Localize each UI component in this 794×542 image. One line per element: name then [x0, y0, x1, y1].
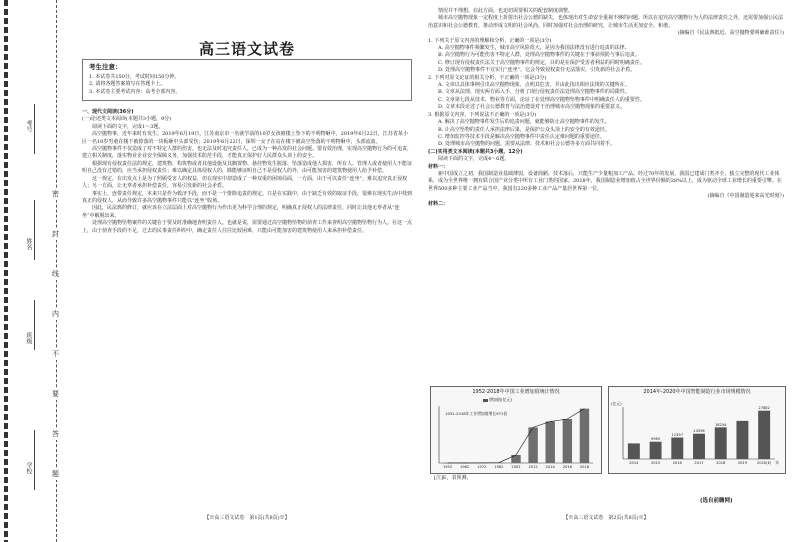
- seal-char: 内: [52, 310, 59, 318]
- notice-item: 3. 本试卷主要考试内容：高考全部内容。: [89, 88, 181, 95]
- seal-char: 封: [52, 230, 59, 238]
- article-paragraph: 情况并不理想。在此方面，也迫切需要相关的配套制度调整。: [438, 8, 574, 14]
- chart-title: 2014年-2020年中国智能制造行业市场规模情况: [643, 389, 751, 395]
- material-text: 新中国成立之初，我国制造业基础薄弱，设备简陋，技术落后，只能生产少量粗加工产品。经过70年的发展，我国已建成门类齐全、独立完整的现代工业体系，成为全世界唯一拥有联合国产业分类中所有工业门类的国家。2018年，我国制造业增加值占全世界份额的28%以上，成为驱动全球工业增长的重要引擎。在世界500多种主要工业产品当中，我国有220多种工业产品产量居世界第一位。: [428, 170, 782, 192]
- bar: [671, 438, 683, 459]
- reading-instruction: 阅读下面的文字，完成1～3题。: [92, 123, 164, 130]
- article-paragraph: 因此，民法典的修订，就应该在立法层面上对高空抛物行为作出更为科学合理的规定，明确真正侵权人的法律责任，同时让其他无辜者从“连坐”中解脱出来。: [82, 205, 400, 219]
- data-label: 18254: [714, 422, 727, 427]
- tick-label: 2012: [528, 465, 538, 469]
- bar: [546, 421, 555, 463]
- article-paragraph: 事实上，连带责任规定，本来只是作为救济手段，而不是一个排除追责的规定。只是在实践中，由于缺乏有效的取证手段，很难在现实生活中找到真正的侵权人，从而导致许多高空抛物事件只能以“连坐”收场。: [82, 190, 413, 204]
- bar: [736, 421, 748, 459]
- question-option: C. 增加监控等技术手段是解决高空抛物事件中责任认定难问题的重要途径。: [438, 133, 605, 140]
- article-paragraph: 高空抛物事件不仅造成了对不特定人群的伤害，也无法及时追究责任人，已成为一种高发的社会问题。要有效治理，实现高空抛物行为的可追责，建立相关制度，落实物业企业安全保障义务，加强技术防范手段，才能真正保护好人民群众头顶上的安全。: [82, 146, 413, 160]
- question-stem: 1. 下列关于原文内容的理解和分析，正确的一项是(3分): [428, 37, 552, 44]
- tick-label: 1952: [442, 465, 453, 469]
- chart-two-plot: [609, 397, 783, 469]
- name-label: 姓名: [25, 238, 32, 250]
- question-option: C. 文章第七段从技术、物业等方面，论证了在处理高空抛物坠物事件中明确责任人的重要性。: [438, 96, 645, 103]
- bar: [758, 411, 770, 459]
- article-source: (摘编自《民法典抵近，高空抛物要明确谁责任》): [677, 30, 784, 37]
- tick-label: 2016: [562, 465, 572, 469]
- binding-black-bar: [4, 0, 8, 542]
- question-option: A. 文章以具体事例引出高空抛物现象，点明其危害，并由此指出相应法规的关键所在。: [438, 82, 630, 89]
- bar: [693, 434, 705, 459]
- class-line: [34, 300, 35, 350]
- tick-label: 2015: [650, 461, 661, 465]
- question-option: D. 处理高空抛物事件不宜实行“连坐”，它会导致侵权责任无法落实，引发新的社会矛盾。: [438, 67, 636, 74]
- section-heading: 一、现代文阅读(36分): [82, 109, 134, 116]
- exam-title: 高三语文试卷: [198, 40, 295, 58]
- seal-char: 密: [52, 190, 59, 198]
- subsection-heading: (一)论述类文本阅读(本题共3小题，9分): [82, 116, 172, 123]
- id-line: [34, 104, 35, 154]
- material-label: 材料一：: [428, 163, 449, 170]
- legend-label: 增加值(亿元): [489, 397, 513, 402]
- subsection-heading: (二)实用类文本阅读(本题共3小题，12分): [428, 148, 523, 155]
- tick-label: 1972: [477, 465, 487, 469]
- material-source: (摘编自《中国制造迎来高光时刻》): [707, 193, 784, 200]
- id-label: 考号: [25, 120, 32, 132]
- bar: [563, 419, 572, 463]
- notice-item: 1. 本试卷共150分，考试时间150分钟。: [89, 73, 180, 80]
- bar: [628, 443, 640, 459]
- tick-label: 1982: [494, 465, 504, 469]
- bar: [580, 409, 589, 463]
- data-label: 9965: [650, 437, 661, 442]
- notice-title: 考生注意：: [89, 63, 122, 72]
- school-label: 学校: [25, 462, 32, 474]
- question-option: C. 修订现有侵权责任法关于高空抛物事件的规定，目的是在保护受害者利益的同时明确责任。: [438, 59, 645, 66]
- data-label: 14596: [693, 429, 705, 434]
- material-label: 材料二：: [428, 200, 449, 207]
- tick-label: 2020(E): [757, 461, 772, 465]
- y-axis-label: (亿元): [611, 401, 622, 406]
- chart-annotation: 1952-2018年工业增加值增长971倍: [445, 411, 508, 416]
- chart-industry-value: [430, 386, 602, 474]
- article-paragraph: 这一规定，在出发点上是为了照顾受害人的权益，但在现实中却造成了一种双重的困境局面，一方面，由于可以责任“连坐”，难以追究真正侵权人；另一方面，让无辜者承担补偿责任，容易引发新的社会矛盾。: [82, 175, 408, 190]
- question-option: B. 让高空坠物的责任人承担法律后果，是保护公众头顶上的安全的有效途径。: [438, 126, 610, 133]
- seal-char: 不: [52, 350, 59, 358]
- article-paragraph: 城市高空抛物现象一定程度上折射出社会公德的缺失，也体现出对生命安全重视不够的问题。所以在追究高空抛物行为人的法律责任之外，还需要加强公民法治意识和社会公德教育，推动形成文明的社会风尚，同时加强对社会治理的研究，让城市生活更加安全、和谐。: [428, 15, 784, 29]
- article-paragraph: 处理高空抛物坠物案件的关键在于要及时准确地查明责任人。也就是说，需要通过高空抛物坠物的侦查工作来查明高空抛物坠物行为人。在这一点上，由于侦查手段的不足，过去的民事责任纠纷中，确定责任人往往比较困难，只能由可能加害的建筑物使用人来承担补偿责任。: [82, 220, 413, 234]
- name-line: [34, 200, 35, 260]
- page-one-footer: 【※高三语文试卷 第1页(共8页)※】: [204, 515, 290, 521]
- tick-label: 2014: [545, 465, 555, 469]
- page-two: [428, 8, 784, 208]
- notice-item: 2. 请将各题答案填写在答题卡上。: [89, 81, 166, 88]
- page-one: [82, 8, 412, 235]
- class-label: 班级: [25, 332, 32, 344]
- chart-one-plot: [431, 400, 599, 472]
- seal-char: 题: [52, 470, 59, 478]
- data-label: 27882: [758, 406, 770, 411]
- question-option: D. 处理城市高空抛物的问题，需要从法律、技术和社会公德等多方面共同着手。: [438, 141, 616, 148]
- tick-label: 2016: [672, 461, 682, 465]
- bar: [650, 442, 662, 459]
- tick-label: 2018: [716, 461, 726, 465]
- question-option: A. 解决了高空抛物事件发生后的追责问题，就能够防止高空抛物事件的发生。: [438, 119, 610, 126]
- tick-label: 2014: [629, 461, 639, 465]
- school-line: [34, 430, 35, 490]
- x-axis-label: 年: [775, 460, 779, 465]
- question-option: D. 文章末段论述了社会公德教育与法治建设对于治理城市高空抛物现象的重要意义。: [438, 104, 626, 111]
- binding-margin: [0, 0, 68, 542]
- tick-label: 2018: [579, 465, 590, 469]
- tick-label: 2002: [511, 465, 521, 469]
- article-paragraph: 高空抛物事，近年来时有发生。2019年6月19日，江苏南京市一名就学前的10岁女孩被楼上坠下的不明物砸中，2019年6月22日，江苏省某小区一名10岁男童在楼下被掉落的一块板砸中头部受伤；2019年6月22日，深圳一女子在站在楼下被高空坠落的不明物砸中，头部流血。: [82, 131, 408, 145]
- question-option: B. 高空抛物行为可能伤害不特定人群，处理高空抛物事件的关键在于事前预防与事后追责。: [438, 52, 640, 59]
- question-stem: 2. 下列对原文论证的相关分析，不正确的一项是(3分): [428, 74, 547, 81]
- question-option: B. 文章从法理、现实两方面入手，分析了现行侵权责任法处理高空抛物事件的局限性。: [438, 89, 630, 96]
- chart-title: 1952-2018年中国工业增加值统计情况: [472, 389, 560, 395]
- seal-char: 答: [52, 430, 59, 438]
- question-option: A. 高空抛物事件频繁发生，城市高空风险很大，是因为我国法律没有进行追责的法律。: [438, 45, 630, 52]
- question-stem: 3. 根据原文内容，下列说法不正确的一项是(3分): [428, 111, 537, 118]
- tick-label: 2019: [737, 461, 748, 465]
- tick-label: 2017: [694, 461, 704, 465]
- tick-label: 1962: [460, 465, 470, 469]
- page-two-footer: 【※高三语文试卷 第2页(共8页)※】: [563, 515, 649, 521]
- chart-smart-manufacturing: [608, 386, 786, 474]
- seal-char: 线: [52, 270, 59, 278]
- data-label: 12397: [671, 433, 684, 438]
- reading-instruction: 阅读下面的文字，完成4～6题。: [438, 156, 510, 163]
- chart-note: [注]E，表预测。: [434, 475, 472, 481]
- article-paragraph: 根据现有侵权责任法的规定，建筑物、构筑物或者其他设施及其搁置物、悬挂物发生脱落、坠落造成他人损害，所有人、管理人或者使用人不能证明自己没有过错的，应当承担侵权责任；难以确定具体侵权人的，除能够证明自己不是侵权人的外，由可能加害的建筑物使用人给予补偿。: [82, 160, 413, 175]
- chart-source: (选自前瞻网): [700, 498, 733, 504]
- seal-char: 要: [52, 390, 59, 398]
- notice-box: [82, 59, 412, 101]
- bar: [715, 427, 727, 459]
